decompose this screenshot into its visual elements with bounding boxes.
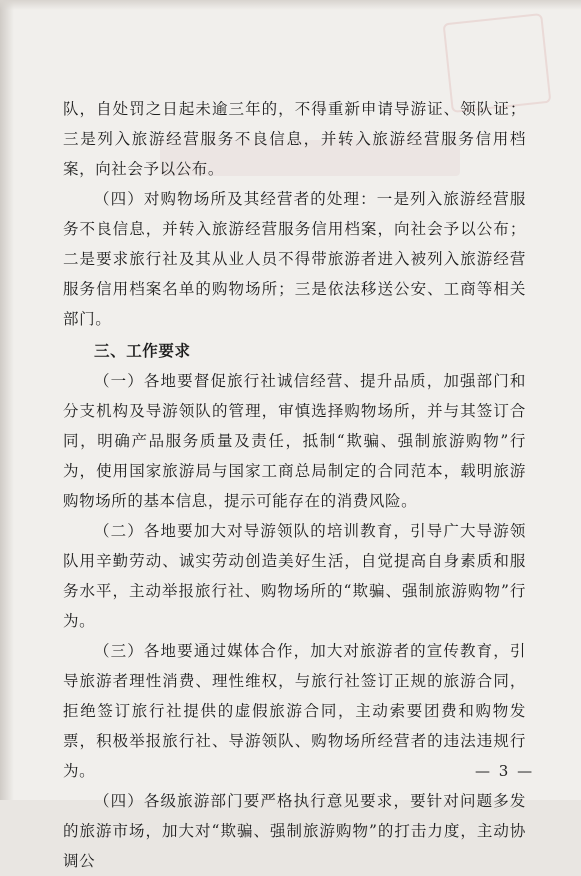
scan-edge-shadow: [0, 0, 14, 800]
requirement-1: （一）各地要督促旅行社诚信经营、提升品质，加强部门和分支机构及导游领队的管理，审慎选择购物场所，并与其签订合同，明确产品服务质量及责任，抵制“欺骗、强制旅游购物”行为，使用国家旅游局与国家工商总局制定的合同范本，载明旅游购物场所的基本信息，提示可能存在的消费风险。: [63, 372, 526, 510]
paragraph-continued: 队，自处罚之日起未逾三年的，不得重新申请导游证、领队证；三是列入旅游经营服务不良信息，并转入旅游经营服务信用档案，向社会予以公布。: [63, 100, 526, 178]
section-heading: 三、工作要求: [94, 341, 191, 360]
page-number: — 3 —: [475, 762, 535, 780]
document-body: [63, 94, 526, 876]
requirement-2: （二）各地要加大对导游领队的培训教育，引导广大导游领队用辛勤劳动、诚实劳动创造美好生活，自觉提高自身素质和服务水平，主动举报旅行社、购物场所的“欺骗、强制旅游购物”行为。: [63, 522, 526, 630]
scan-top-shadow: [0, 0, 581, 10]
requirement-4: （四）各级旅游部门要严格执行意见要求，要针对问题多发的旅游市场，加大对“欺骗、强制旅游购物”的打击力度，主动协调公: [63, 792, 526, 870]
paragraph-shopping-venues: （四）对购物场所及其经营者的处理：一是列入旅游经营服务不良信息，并转入旅游经营服务信用档案，向社会予以公布；二是要求旅行社及其从业人员不得带旅游者进入被列入旅游经营服务信用档案名单的购物场所；三是依法移送公安、工商等相关部门。: [63, 190, 526, 328]
requirement-3: （三）各地要通过媒体合作，加大对旅游者的宣传教育，引导旅游者理性消费、理性维权，与旅行社签订正规的旅游合同，拒绝签订旅行社提供的虚假旅游合同，主动索要团费和购物发票，积极举报旅行社、导游领队、购物场所经营者的违法违规行为。: [63, 642, 526, 780]
